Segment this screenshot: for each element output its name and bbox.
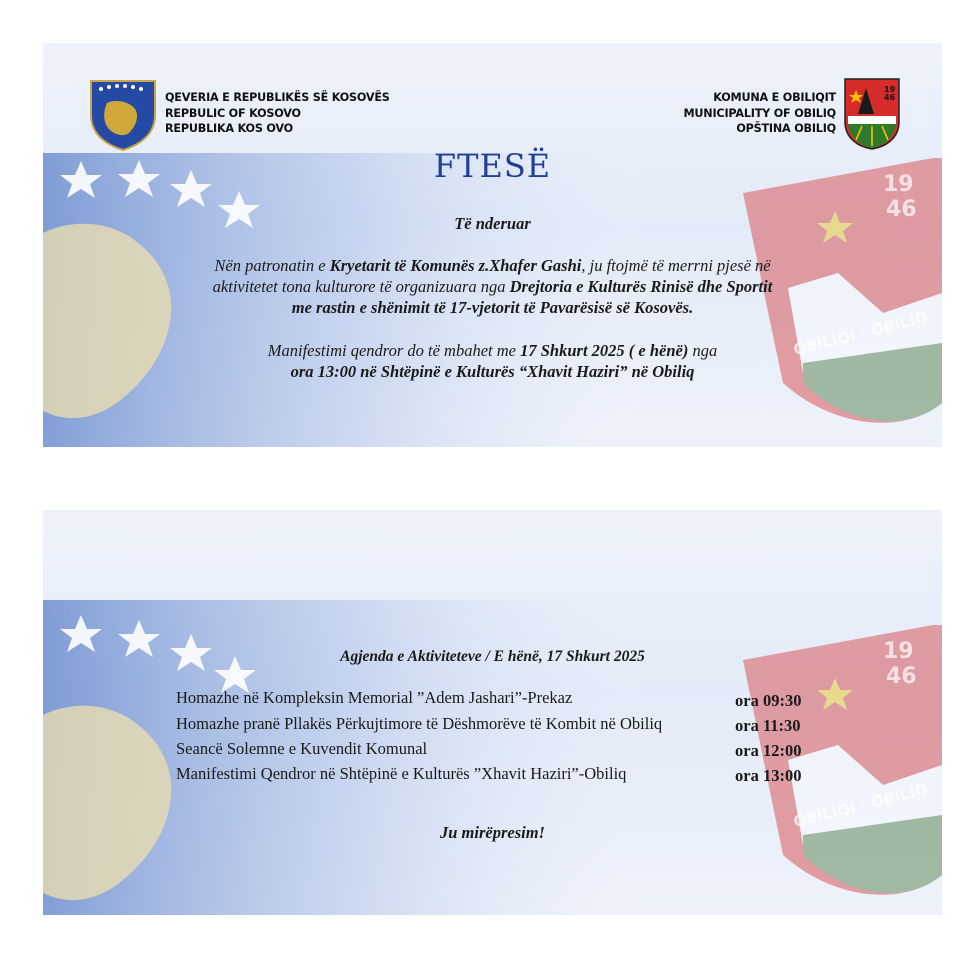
invitation-paragraph-1 <box>43 255 942 318</box>
agenda-item: Homazhe në Kompleksin Memorial ”Adem Jashari”-Prekaz <box>176 688 573 707</box>
government-header <box>165 90 390 137</box>
mayor-name: Kryetarit të Komunës z.Xhafer Gashi <box>329 256 582 275</box>
p1-text: aktivitetet tona kulturore të organizuara nga <box>212 277 510 296</box>
occasion: me rastin e shënimit të 17-vjetorit të Pavarësisë së Kosovës. <box>291 298 694 317</box>
watermark-year-bottom: 46 <box>886 664 917 689</box>
flag-background <box>43 510 942 915</box>
event-time-venue: ora 13:00 në Shtëpinë e Kulturës “Xhavit Haziri” në Obiliq <box>290 362 695 381</box>
agenda-item: Homazhe pranë Pllakës Përkujtimore të Dëshmorëve të Kombit në Obiliq <box>176 714 663 733</box>
header-right-line: KOMUNA E OBILIQIT <box>713 91 836 104</box>
watermark-banner: OBILIQI - OBILIQ <box>791 308 930 359</box>
p2-text: nga <box>688 341 718 360</box>
p1-text: , ju ftojmë të merrni pjesë në <box>581 256 771 275</box>
header-right-line: OPŠTINA OBILIQ <box>736 122 836 135</box>
event-date: 17 Shkurt 2025 ( e hënë) <box>520 341 689 360</box>
directorate-name: Drejtoria e Kulturës Rinisë dhe Sportit <box>509 277 773 296</box>
agenda-time: ora 09:30 <box>735 691 802 710</box>
watermark-year-top: 19 <box>883 639 914 664</box>
kosovo-coat-of-arms-icon <box>89 79 157 151</box>
header-right-line: MUNICIPALITY OF OBILIQ <box>683 106 836 120</box>
invitation-title: FTESË <box>433 147 552 185</box>
header-left-line: REPBULIC OF KOSOVO <box>165 106 301 120</box>
p2-text: Manifestimi qendror do të mbahet me <box>267 341 521 360</box>
municipality-header <box>683 90 836 137</box>
watermark-year-bottom: 46 <box>886 197 917 222</box>
invitation-card <box>43 43 942 447</box>
agenda-time: ora 13:00 <box>735 766 802 785</box>
closing-text: Ju mirëpresim! <box>440 823 545 842</box>
watermark-year-top: 19 <box>883 172 914 197</box>
header-left-line: QEVERIA E REPUBLIKËS SË KOSOVËS <box>165 91 390 104</box>
agenda-heading: Agjenda e Aktiviteteve / E hënë, 17 Shkurt 2025 <box>340 648 645 665</box>
greeting: Të nderuar <box>454 214 531 233</box>
agenda-card <box>43 510 942 915</box>
emblem-year-top: 19 <box>884 85 896 94</box>
watermark-banner: OBILIQI - OBILIQ <box>791 780 930 831</box>
agenda-item: Manifestimi Qendror në Shtëpinë e Kulturës ”Xhavit Haziri”-Obiliq <box>176 764 627 783</box>
agenda-time: ora 11:30 <box>735 716 801 735</box>
header-left-line: REPUBLIKA KOS OVO <box>165 122 293 135</box>
obiliq-emblem-icon <box>844 78 900 150</box>
invitation-paragraph-2 <box>43 340 942 382</box>
p1-text: Nën patronatin e <box>214 256 330 275</box>
agenda-item: Seancë Solemne e Kuvendit Komunal <box>176 739 428 758</box>
emblem-year-bottom: 46 <box>884 93 896 102</box>
agenda-time: ora 12:00 <box>735 741 802 760</box>
